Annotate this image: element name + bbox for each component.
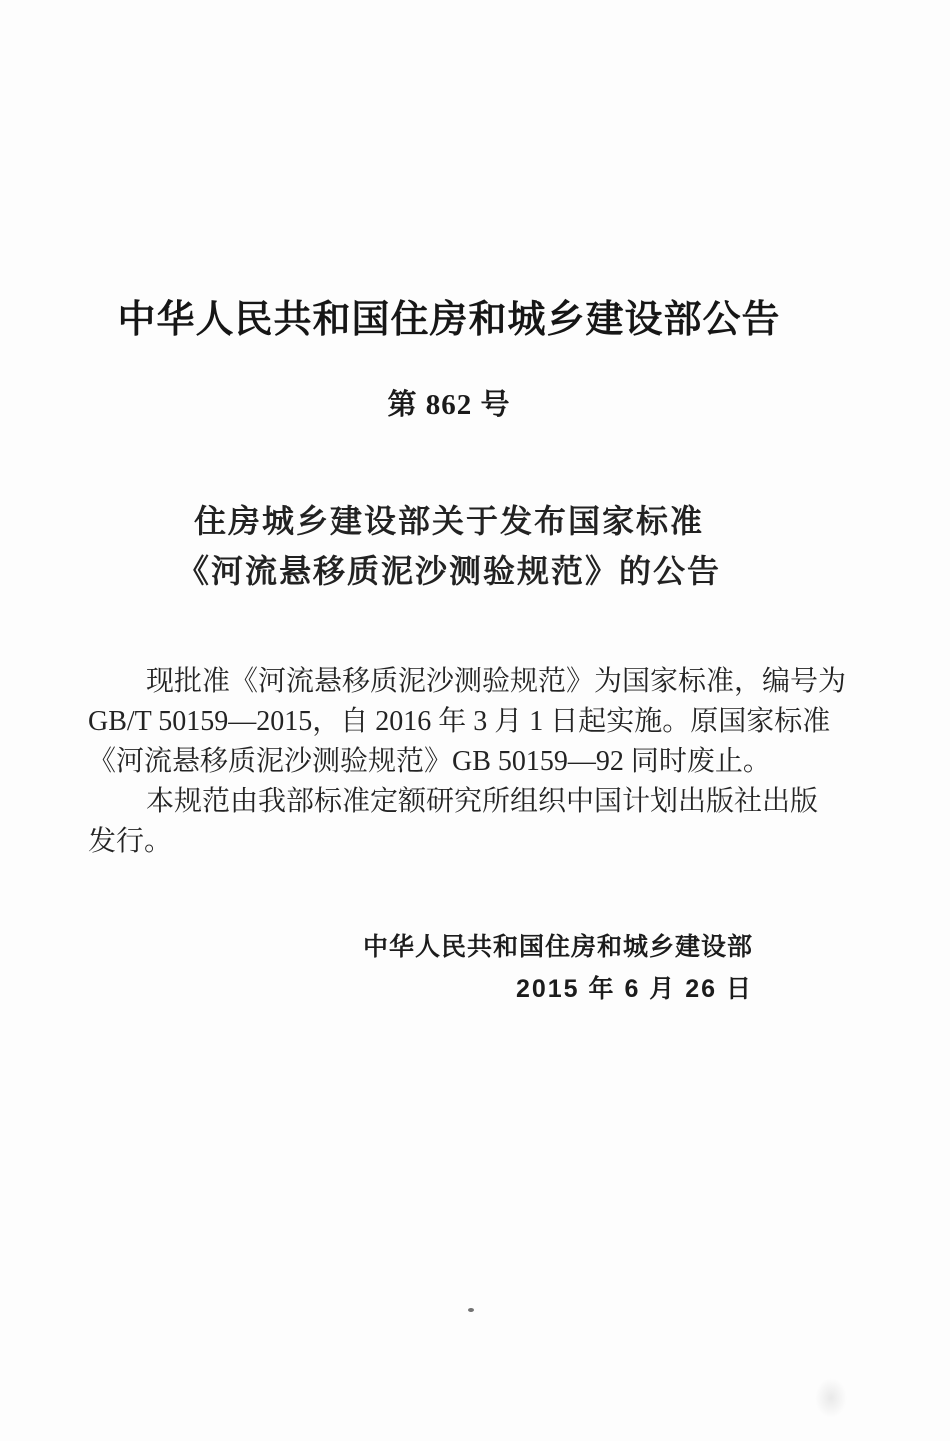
signature-block <box>88 928 810 1008</box>
document-content <box>88 0 847 1441</box>
body-line: 本规范由我部标准定额研究所组织中国计划出版社出版 <box>146 786 819 817</box>
notice-title-line1: 住房城乡建设部关于发布国家标准 <box>193 503 704 539</box>
body-line: 现批准《河流悬移质泥沙测验规范》为国家标准，编号为 <box>146 666 847 697</box>
scan-smudge <box>815 1378 847 1418</box>
signing-authority: 中华人民共和国住房和城乡建设部 <box>362 933 753 961</box>
body-line: 发行。 <box>88 826 173 857</box>
signature-date: 2015 年 6 月 26 日 <box>515 975 753 1003</box>
notice-title <box>88 496 810 596</box>
body-line: GB/T 50159—2015，自 2016 年 3 月 1 日起实施。原国家标准 <box>88 706 831 737</box>
announcement-title: 中华人民共和国住房和城乡建设部公告 <box>117 299 781 341</box>
notice-title-line2: 《河流悬移质泥沙测验规范》的公告 <box>176 553 721 589</box>
body-line: 《河流悬移质泥沙测验规范》GB 50159—92 同时废止。 <box>88 746 771 777</box>
announcement-body <box>88 662 847 862</box>
scan-speck <box>468 1308 474 1312</box>
announcement-number: 第 862 号 <box>387 389 511 421</box>
